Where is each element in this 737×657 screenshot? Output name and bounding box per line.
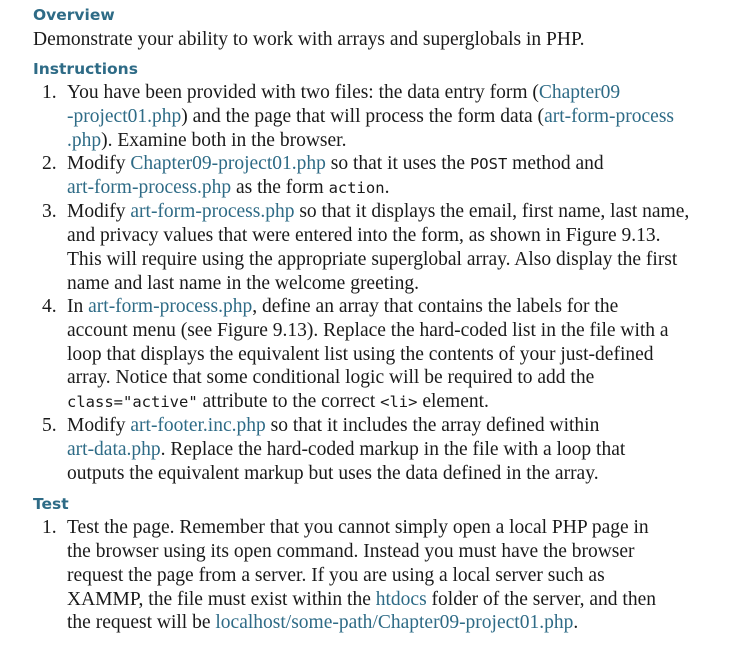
instruction-3-line-2: and privacy values that were entered into the form, as shown in Figure 9.13. (67, 225, 661, 246)
text: ). Examine both in the browser. (101, 130, 347, 151)
text: so that it displays the email, first name, last name, (294, 201, 690, 222)
link-art-form-process[interactable]: art-form-process.php (67, 177, 232, 198)
text: element. (417, 391, 489, 412)
text: as the form (231, 177, 329, 198)
instruction-1-line-2 (67, 105, 674, 129)
test-number-1: 1. (42, 517, 57, 538)
text: so that it uses the (325, 153, 470, 174)
instruction-1-line-1 (67, 81, 620, 105)
instruction-4-line-1 (67, 295, 618, 319)
instruction-3-line-4: name and last name in the welcome greeting. (67, 273, 419, 294)
test-heading: Test (33, 495, 69, 513)
instruction-4-line-3: loop that displays the equivalent list using the contents of your just-defined (67, 344, 654, 365)
text: folder of the server, and then (426, 589, 657, 610)
instruction-4-line-2: account menu (see Figure 9.13). Replace the hard-coded list in the file with a (67, 320, 669, 341)
link-chapter09-project01-cont[interactable]: -project01.php (67, 106, 182, 127)
instruction-number-4: 4. (42, 296, 57, 317)
text: . Replace the hard-coded markup in the file with a loop that (160, 439, 626, 460)
text: You have been provided with two files: the data entry form ( (67, 82, 539, 103)
text: attribute to the correct (197, 391, 381, 412)
overview-heading: Overview (33, 6, 115, 24)
link-art-form-process[interactable]: art-form-process.php (130, 201, 295, 222)
link-localhost-path[interactable]: localhost/some-path/Chapter09-project01.php (215, 612, 574, 633)
instruction-number-5: 5. (42, 415, 57, 436)
link-chapter09-project01[interactable]: Chapter09-project01.php (130, 153, 326, 174)
test-1-line-3: request the page from a server. If you are using a local server such as (67, 565, 605, 586)
text: method and (507, 153, 604, 174)
code-post: POST (469, 155, 508, 173)
instructions-heading: Instructions (33, 60, 138, 78)
link-art-data[interactable]: art-data.php (67, 439, 161, 460)
link-art-form-process-cont[interactable]: .php (67, 130, 102, 151)
instruction-1-line-3 (67, 129, 346, 153)
instruction-number-2: 2. (42, 153, 57, 174)
link-art-form-process[interactable]: art-form-process (544, 106, 675, 127)
text: , define an array that contains the labels for the (252, 296, 619, 317)
text: In (67, 296, 89, 317)
link-chapter09-project01[interactable]: Chapter09 (538, 82, 621, 103)
text: . (573, 612, 579, 633)
instruction-5-line-2 (67, 438, 625, 462)
instruction-4-line-5 (67, 390, 489, 414)
text: . (384, 177, 390, 198)
text: the request will be (67, 612, 216, 633)
link-art-form-process[interactable]: art-form-process.php (88, 296, 253, 317)
instruction-2-line-2 (67, 176, 389, 200)
test-1-line-1: Test the page. Remember that you cannot simply open a local PHP page in (67, 517, 649, 538)
instruction-5-line-1 (67, 414, 599, 438)
code-class-active: class="active" (67, 393, 198, 411)
instruction-2-line-1 (67, 152, 604, 176)
test-1-line-2: the browser using its open command. Instead you must have the browser (67, 541, 635, 562)
code-action: action (328, 179, 385, 197)
link-htdocs[interactable]: htdocs (375, 589, 427, 610)
text: ) and the page that will process the form data ( (181, 106, 545, 127)
code-li: <li> (380, 393, 418, 411)
text: XAMMP, the file must exist within the (67, 589, 376, 610)
instruction-5-line-3: outputs the equivalent markup but uses the data defined in the array. (67, 463, 599, 484)
test-1-line-4 (67, 588, 656, 612)
test-1-line-5 (67, 611, 578, 635)
instruction-number-3: 3. (42, 201, 57, 222)
text: Modify (67, 201, 131, 222)
link-art-footer-inc[interactable]: art-footer.inc.php (130, 415, 266, 436)
instruction-number-1: 1. (42, 82, 57, 103)
instruction-4-line-4: array. Notice that some conditional logic will be required to add the (67, 367, 595, 388)
instruction-3-line-3: This will require using the appropriate superglobal array. Also display the first (67, 249, 678, 270)
overview-text: Demonstrate your ability to work with arrays and superglobals in PHP. (33, 29, 585, 50)
text: Modify (67, 153, 131, 174)
text: Modify (67, 415, 131, 436)
instruction-3-line-1 (67, 200, 689, 224)
text: so that it includes the array defined within (265, 415, 600, 436)
